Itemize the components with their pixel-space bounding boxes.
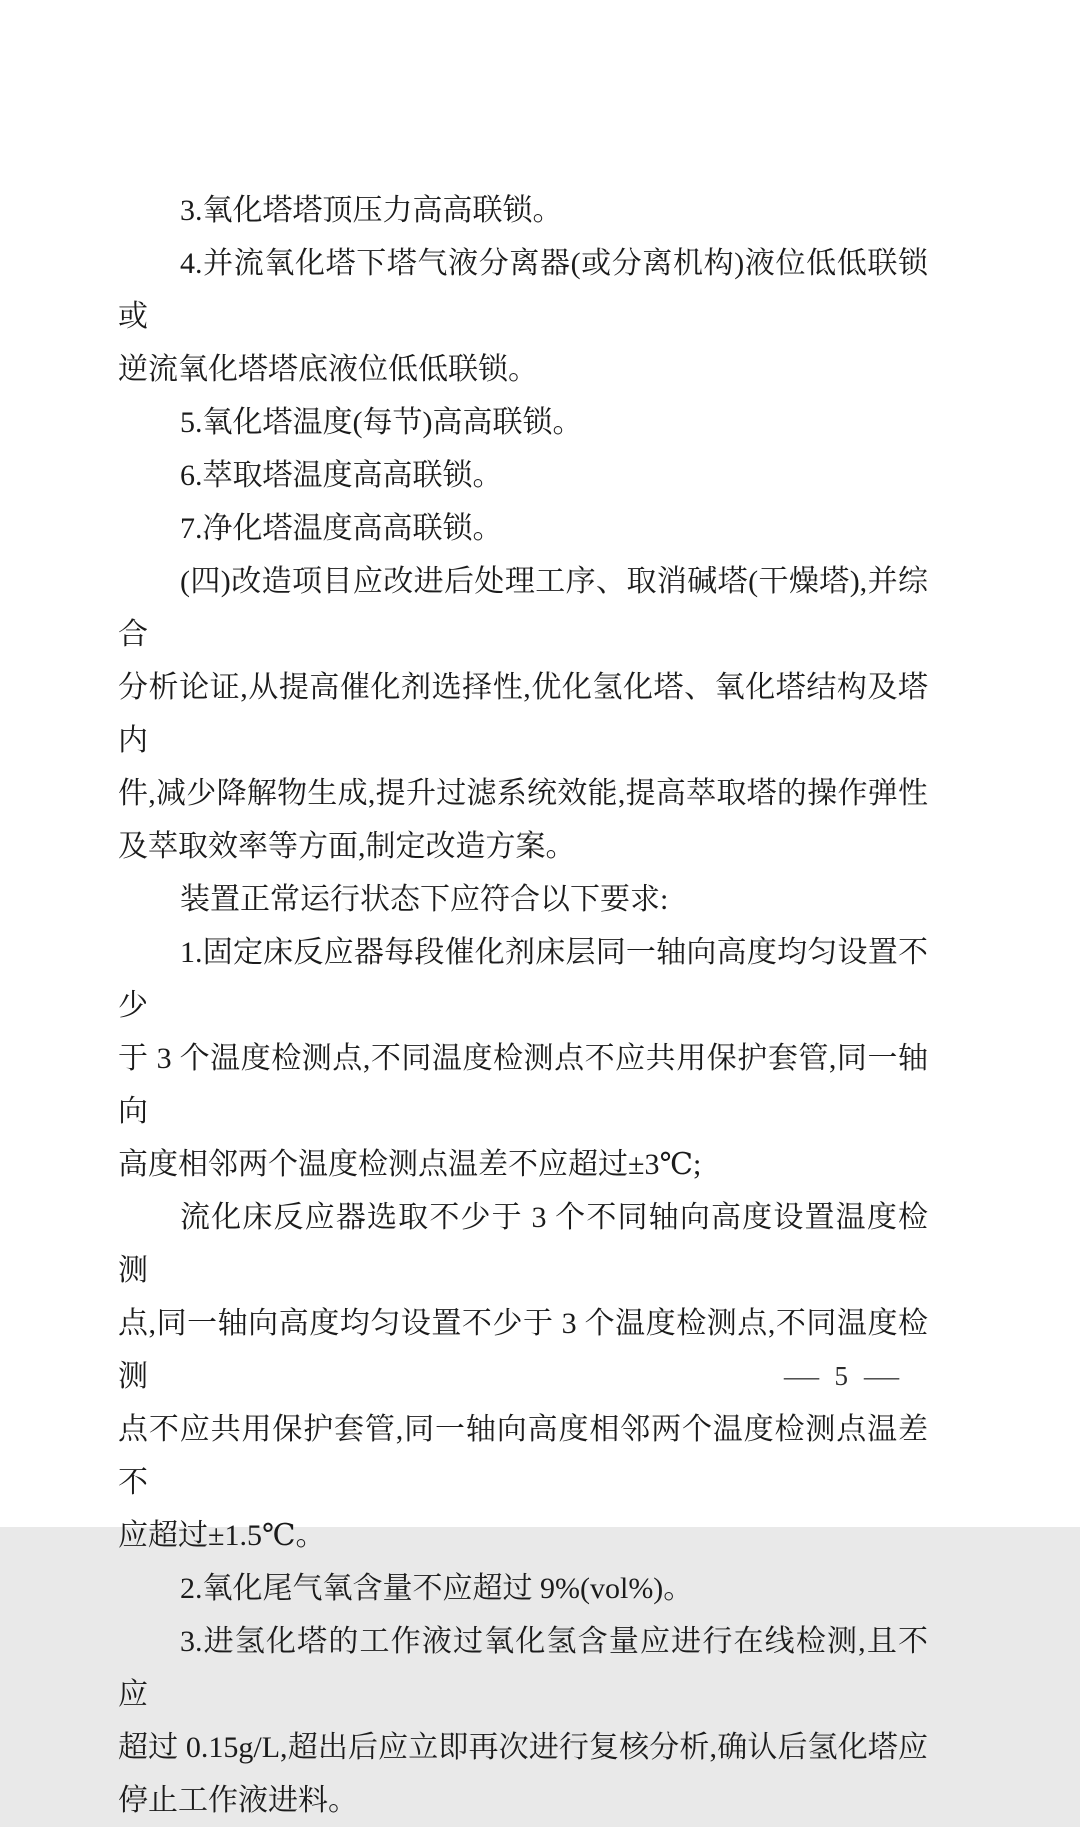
text-line: 装置正常运行状态下应符合以下要求:: [180, 883, 669, 916]
paragraph: [118, 873, 928, 926]
text-line: 件,减少降解物生成,提升过滤系统效能,提高萃取塔的操作弹性: [118, 777, 928, 810]
paragraph: [118, 502, 928, 555]
text-line: 2.氧化尾气氧含量不应超过 9%(vol%)。: [180, 1572, 694, 1605]
text-line: 逆流氧化塔塔底液位低低联锁。: [118, 353, 538, 386]
text-line: 7.净化塔温度高高联锁。: [180, 512, 503, 545]
text-line: 停止工作液进料。: [118, 1784, 358, 1817]
footer-dash: —: [783, 1361, 819, 1391]
text-line: 及萃取效率等方面,制定改造方案。: [118, 830, 576, 863]
text-line: 3.进氢化塔的工作液过氧化氢含量应进行在线检测,且不应: [118, 1625, 928, 1711]
text-line: 分析论证,从提高催化剂选择性,优化氢化塔、氧化塔结构及塔内: [118, 671, 928, 757]
text-line: 5.氧化塔温度(每节)高高联锁。: [180, 406, 583, 439]
text-line: 6.萃取塔温度高高联锁。: [180, 459, 503, 492]
paragraph: [118, 1562, 928, 1615]
text-line: 3.氧化塔塔顶压力高高联锁。: [180, 194, 563, 227]
text-line: 应超过±1.5℃。: [118, 1519, 326, 1552]
paragraph: [118, 555, 928, 873]
page-footer: [783, 1360, 900, 1392]
text-line: 高度相邻两个温度检测点温差不应超过±3℃;: [118, 1148, 702, 1181]
text-line: 点,同一轴向高度均匀设置不少于 3 个温度检测点,不同温度检测: [118, 1307, 928, 1393]
page-number: 5: [834, 1361, 848, 1391]
text-line: 超过 0.15g/L,超出后应立即再次进行复核分析,确认后氢化塔应: [118, 1731, 928, 1764]
text-line: 1.固定床反应器每段催化剂床层同一轴向高度均匀设置不少: [118, 936, 928, 1022]
paragraph: [118, 184, 928, 237]
text-line: 4.并流氧化塔下塔气液分离器(或分离机构)液位低低联锁或: [118, 247, 928, 333]
paragraph: [118, 237, 928, 396]
paragraph: [118, 926, 928, 1191]
text-line: 于 3 个温度检测点,不同温度检测点不应共用保护套管,同一轴向: [118, 1042, 928, 1128]
text-line: 流化床反应器选取不少于 3 个不同轴向高度设置温度检测: [118, 1201, 928, 1287]
paragraph: [118, 449, 928, 502]
document-body: [118, 184, 928, 1827]
paragraph: [118, 396, 928, 449]
paragraph: [118, 1615, 928, 1827]
text-line: (四)改造项目应改进后处理工序、取消碱塔(干燥塔),并综合: [118, 565, 928, 651]
footer-dash: —: [863, 1361, 900, 1391]
text-line: 点不应共用保护套管,同一轴向高度相邻两个温度检测点温差不: [118, 1413, 928, 1499]
